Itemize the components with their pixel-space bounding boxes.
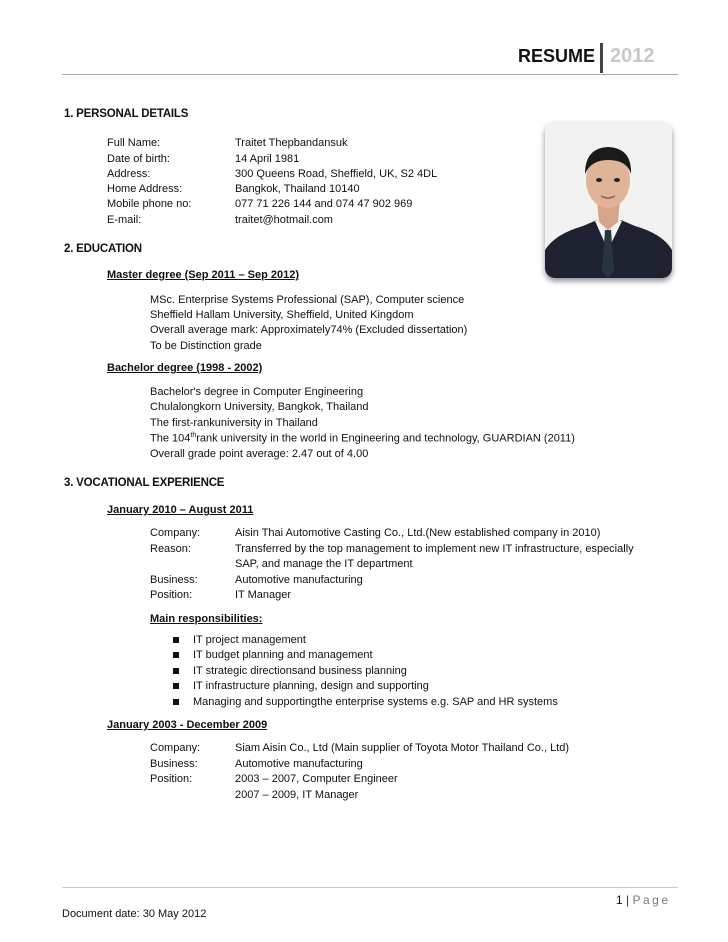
page-indicator bbox=[616, 893, 671, 907]
rank-suffix: rank university in the world in Engineering and technology, GUARDIAN (2011) bbox=[196, 432, 575, 445]
job1-position-label: Position: bbox=[150, 589, 193, 601]
job1-reason-label: Reason: bbox=[150, 543, 191, 555]
bachelor-rank-line bbox=[150, 432, 575, 445]
job2-business-label: Business: bbox=[150, 758, 198, 770]
section-experience-heading: 3. VOCATIONAL EXPERIENCE bbox=[64, 477, 225, 489]
job1-period: January 2010 – August 2011 bbox=[107, 504, 254, 516]
header-divider bbox=[600, 43, 603, 73]
responsibility-item: IT strategic directionsand business planning bbox=[193, 665, 407, 677]
label-dob: Date of birth: bbox=[107, 153, 170, 165]
responsibility-item: IT infrastructure planning, design and supporting bbox=[193, 680, 429, 692]
job2-period: January 2003 - December 2009 bbox=[107, 719, 268, 731]
responsibility-item: IT project management bbox=[193, 634, 306, 646]
profile-photo bbox=[545, 122, 672, 278]
value-address: 300 Queens Road, Sheffield, UK, S2 4DL bbox=[235, 168, 438, 180]
job2-position-label: Position: bbox=[150, 773, 193, 785]
document-date: Document date: 30 May 2012 bbox=[62, 908, 207, 920]
job1-business: Automotive manufacturing bbox=[235, 574, 363, 586]
job2-company: Siam Aisin Co., Ltd (Main supplier of Toyota Motor Thailand Co., Ltd) bbox=[235, 742, 570, 754]
job1-reason-line2: SAP, and manage the IT department bbox=[235, 558, 413, 570]
value-dob: 14 April 1981 bbox=[235, 153, 300, 165]
job1-reason-line1: Transferred by the top management to implement new IT infrastructure, especially bbox=[235, 543, 634, 555]
master-line: To be Distinction grade bbox=[150, 340, 262, 352]
job2-position-line2: 2007 – 2009, IT Manager bbox=[235, 789, 359, 801]
bachelor-degree-title: Bachelor degree (1998 - 2002) bbox=[107, 362, 263, 374]
bachelor-gpa: Overall grade point average: 2.47 out of 4.00 bbox=[150, 448, 369, 460]
master-line: Sheffield Hallam University, Sheffield, United Kingdom bbox=[150, 309, 414, 321]
label-home-address: Home Address: bbox=[107, 183, 183, 195]
value-home-address: Bangkok, Thailand 10140 bbox=[235, 183, 360, 195]
job1-business-label: Business: bbox=[150, 574, 198, 586]
label-full-name: Full Name: bbox=[107, 137, 161, 149]
job2-company-label: Company: bbox=[150, 742, 201, 754]
job1-responsibilities-title: Main responsibilities: bbox=[150, 613, 263, 625]
label-address: Address: bbox=[107, 168, 151, 180]
portrait-image bbox=[545, 122, 672, 278]
job2-business: Automotive manufacturing bbox=[235, 758, 363, 770]
master-degree-title: Master degree (Sep 2011 – Sep 2012) bbox=[107, 269, 299, 281]
page-number: 1 bbox=[616, 893, 623, 907]
bachelor-line: Chulalongkorn University, Bangkok, Thailand bbox=[150, 401, 369, 413]
label-mobile: Mobile phone no: bbox=[107, 198, 192, 210]
rank-prefix: The 104 bbox=[150, 432, 191, 445]
job1-company-label: Company: bbox=[150, 527, 201, 539]
value-email[interactable]: traitet@hotmail.com bbox=[235, 214, 333, 226]
label-email: E-mail: bbox=[107, 214, 142, 226]
bullet-icon bbox=[173, 683, 179, 689]
job2-position-line1: 2003 – 2007, Computer Engineer bbox=[235, 773, 398, 785]
bullet-icon bbox=[173, 637, 179, 643]
resume-year: 2012 bbox=[610, 45, 655, 67]
header-rule bbox=[62, 74, 678, 75]
bachelor-line: Bachelor's degree in Computer Engineering bbox=[150, 386, 364, 398]
responsibility-item: Managing and supportingthe enterprise systems e.g. SAP and HR systems bbox=[193, 696, 558, 708]
job1-position: IT Manager bbox=[235, 589, 292, 601]
rank-superscript: th bbox=[190, 432, 197, 439]
master-line: Overall average mark: Approximately74% (Excluded dissertation) bbox=[150, 324, 468, 336]
section-personal-heading: 1. PERSONAL DETAILS bbox=[64, 108, 189, 120]
responsibility-item: IT budget planning and management bbox=[193, 649, 373, 661]
job1-company: Aisin Thai Automotive Casting Co., Ltd.(New established company in 2010) bbox=[235, 527, 601, 539]
bullet-icon bbox=[173, 699, 179, 705]
value-mobile: 077 71 226 144 and 074 47 902 969 bbox=[235, 198, 413, 210]
section-education-heading: 2. EDUCATION bbox=[64, 243, 142, 255]
bachelor-line: The first-rankuniversity in Thailand bbox=[150, 417, 318, 429]
page-word: Page bbox=[632, 893, 671, 907]
page-separator: | bbox=[626, 893, 630, 907]
bullet-icon bbox=[173, 652, 179, 658]
resume-title: RESUME bbox=[518, 46, 596, 66]
footer-rule bbox=[62, 887, 678, 888]
master-line: MSc. Enterprise Systems Professional (SAP), Computer science bbox=[150, 294, 465, 306]
value-full-name: Traitet Thepbandansuk bbox=[235, 137, 348, 149]
bullet-icon bbox=[173, 668, 179, 674]
